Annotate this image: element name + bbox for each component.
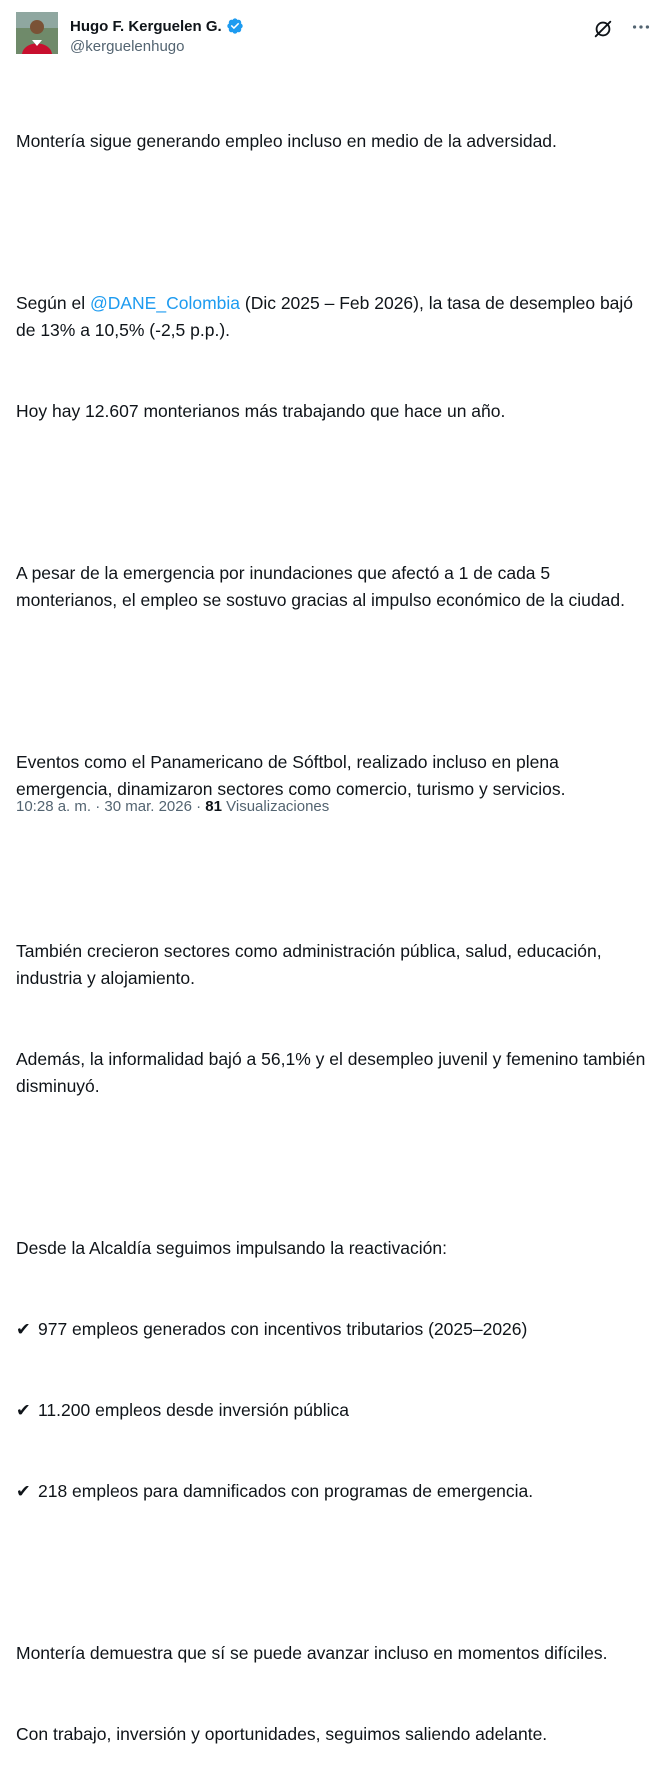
check-mark-icon: ✔ (16, 1400, 31, 1420)
tweet-paragraph: Desde la Alcaldía seguimos impulsando la reactivación: (16, 1238, 447, 1258)
tweet-time[interactable]: 10:28 a. m. (16, 798, 92, 815)
bullet-item (16, 1478, 646, 1505)
tweet-body (16, 74, 651, 1775)
tweet-paragraph: A pesar de la emergencia por inundaciones que afectó a 1 de cada 5 monterianos, el empleo se sostuvo gracias al impulso económico de la ciudad. (16, 563, 625, 610)
bullet-item (16, 1316, 646, 1343)
check-mark-icon: ✔ (16, 1481, 31, 1501)
tweet-paragraph: Con trabajo, inversión y oportunidades, seguimos saliendo adelante. (16, 1724, 548, 1744)
bullet-item (16, 1397, 646, 1424)
tweet-paragraph: Además, la informalidad bajó a 56,1% y el desempleo juvenil y femenino también disminuyó. (16, 1049, 651, 1096)
tweet-paragraph: Montería sigue generando empleo incluso en medio de la adversidad. (16, 131, 557, 151)
bullet-text: 977 empleos generados con incentivos tributarios (2025–2026) (38, 1319, 528, 1339)
bullet-text: 11.200 empleos desde inversión pública (38, 1400, 349, 1420)
tweet-paragraph: Montería demuestra que sí se puede avanzar incluso en momentos difíciles. (16, 1643, 608, 1663)
author-info (70, 16, 244, 55)
more-options-icon[interactable] (630, 16, 652, 38)
tweet-date[interactable]: 30 mar. 2026 (104, 798, 192, 815)
tweet-text-segment: Según el (16, 293, 90, 313)
tweet-metadata (16, 798, 329, 815)
profile-avatar[interactable] (16, 12, 58, 54)
check-mark-icon: ✔ (16, 1319, 31, 1339)
meta-separator: · (191, 798, 206, 815)
views-label: Visualizaciones (221, 798, 330, 815)
verified-badge-icon[interactable] (226, 17, 244, 35)
author-handle[interactable]: @kerguelenhugo (70, 38, 185, 55)
author-display-name[interactable]: Hugo F. Kerguelen G. (70, 17, 222, 35)
tweet-text-segment: (Dic 2025 – Feb 2026), la tasa de desempleo bajó de 13% a 10,5% (-2,5 p.p.). (16, 293, 638, 340)
mention-link[interactable]: @DANE_Colombia (89, 293, 240, 313)
tweet-paragraph (16, 290, 646, 344)
tweet-paragraph: Hoy hay 12.607 monterianos más trabajando que hace un año. (16, 401, 506, 421)
tweet-paragraph: También crecieron sectores como administración pública, salud, educación, industria y alojamiento. (16, 941, 607, 988)
grok-icon[interactable] (592, 18, 614, 40)
tweet-paragraph: Eventos como el Panamericano de Sóftbol, realizado incluso en plena emergencia, dinamizaron sectores como comercio, turismo y servicios. (16, 752, 566, 799)
bullet-text: 218 empleos para damnificados con programas de emergencia. (38, 1481, 534, 1501)
meta-separator: · (91, 798, 105, 815)
tweet-header (16, 12, 654, 64)
views-count: 81 (205, 798, 222, 815)
